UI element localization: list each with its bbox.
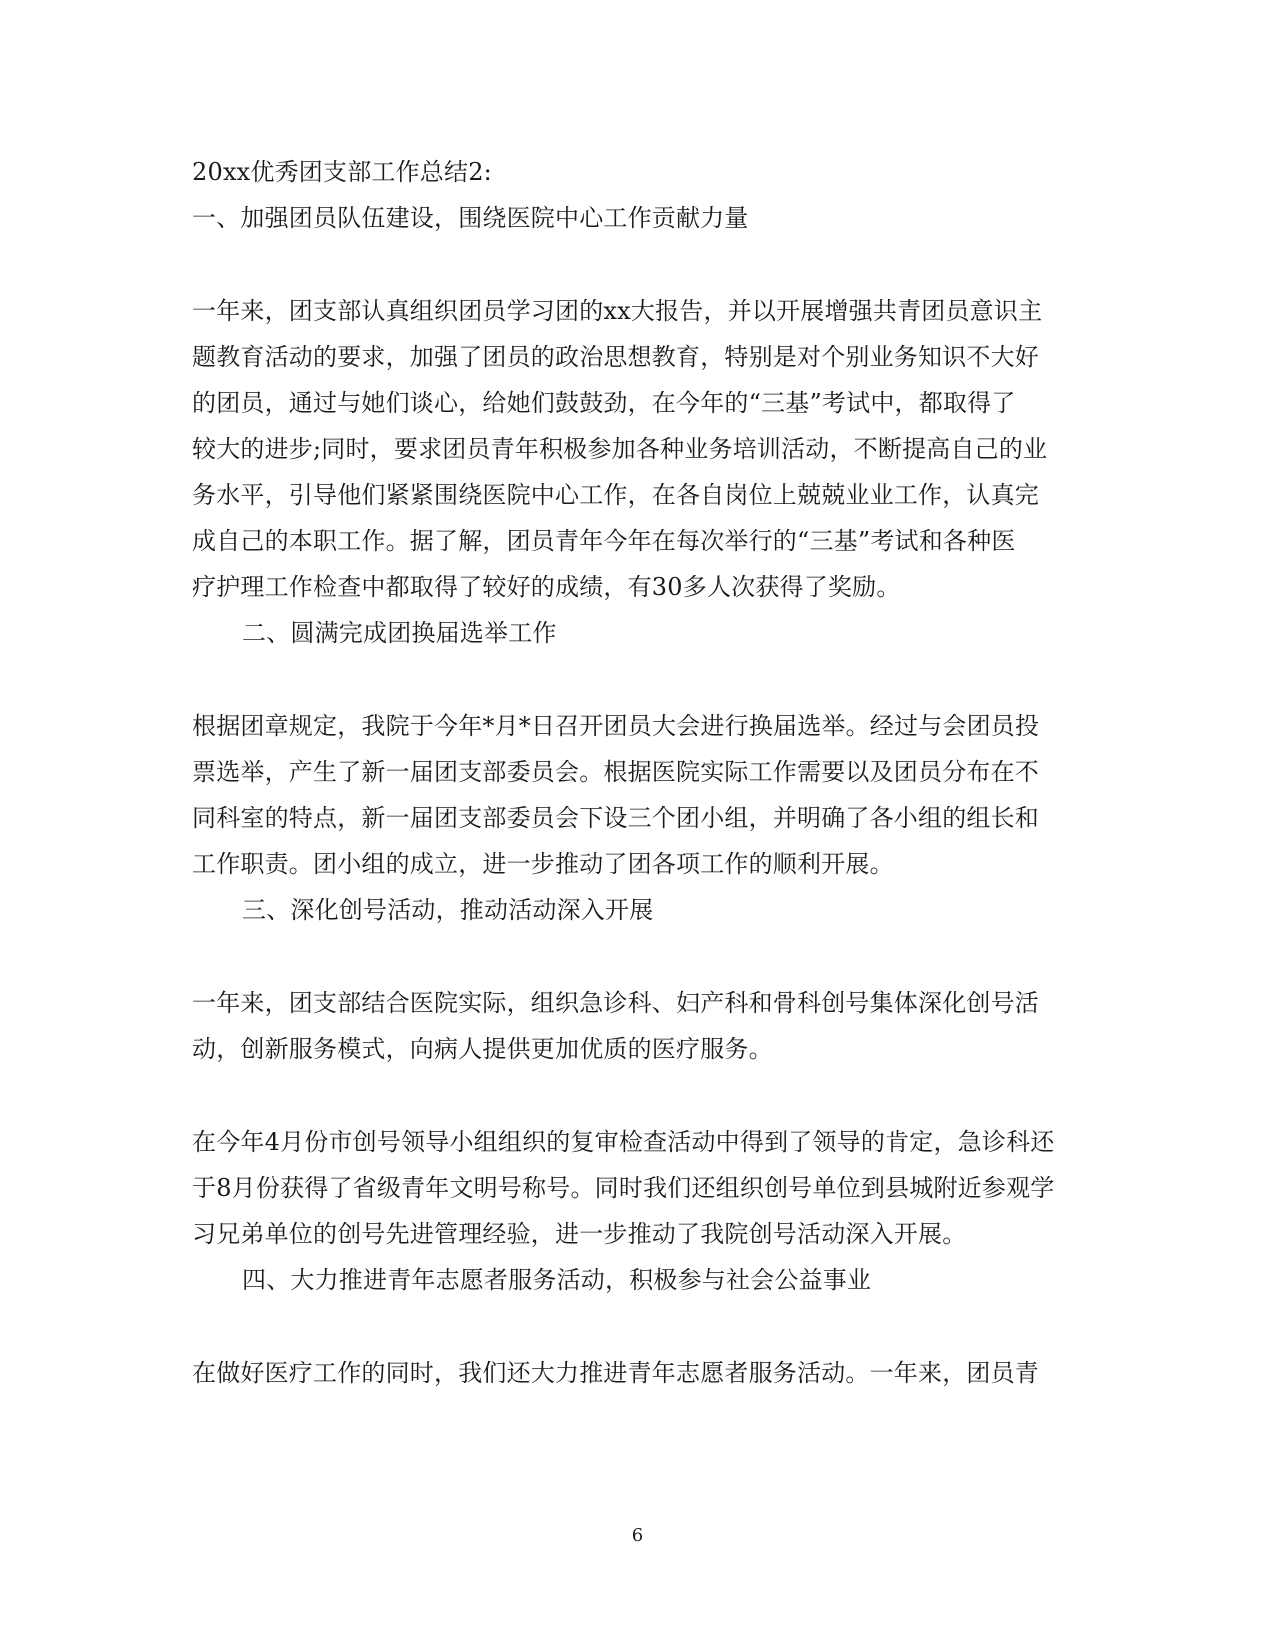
paragraph-5-line-1: 在做好医疗工作的同时，我们还大力推进青年志愿者服务活动。一年来，团员青 <box>192 1359 1039 1387</box>
paragraph-1-line-2: 题教育活动的要求，加强了团员的政治思想教育，特别是对个别业务知识不大好 <box>192 343 1039 371</box>
section-heading-2: 二、圆满完成团换届选举工作 <box>242 619 557 647</box>
paragraph-1-line-5: 务水平，引导他们紧紧围绕医院中心工作，在各自岗位上兢兢业业工作，认真完 <box>192 481 1039 509</box>
paragraph-1-line-6: 成自己的本职工作。据了解，团员青年今年在每次举行的“三基”考试和各种医 <box>192 527 1016 555</box>
paragraph-1-line-4: 较大的进步;同时，要求团员青年积极参加各种业务培训活动，不断提高自己的业 <box>192 435 1048 463</box>
paragraph-2-line-3: 同科室的特点，新一届团支部委员会下设三个团小组，并明确了各小组的组长和 <box>192 804 1039 832</box>
paragraph-1-line-7: 疗护理工作检查中都取得了较好的成绩，有30多人次获得了奖励。 <box>192 573 901 601</box>
document-title: 20xx优秀团支部工作总结2: <box>192 158 492 186</box>
paragraph-4-line-2: 于8月份获得了省级青年文明号称号。同时我们还组织创号单位到县城附近参观学 <box>192 1174 1055 1202</box>
paragraph-2-line-2: 票选举，产生了新一届团支部委员会。根据医院实际工作需要以及团员分布在不 <box>192 758 1039 786</box>
paragraph-3-line-2: 动，创新服务模式，向病人提供更加优质的医疗服务。 <box>192 1035 773 1063</box>
paragraph-4-line-3: 习兄弟单位的创号先进管理经验，进一步推动了我院创号活动深入开展。 <box>192 1220 967 1248</box>
paragraph-4-line-1: 在今年4月份市创号领导小组组织的复审检查活动中得到了领导的肯定，急诊科还 <box>192 1128 1055 1156</box>
paragraph-3-line-1: 一年来，团支部结合医院实际，组织急诊科、妇产科和骨科创号集体深化创号活 <box>192 989 1039 1017</box>
page-number: 6 <box>631 1525 644 1546</box>
section-heading-4: 四、大力推进青年志愿者服务活动，积极参与社会公益事业 <box>242 1266 872 1294</box>
paragraph-2-line-1: 根据团章规定，我院于今年*月*日召开团员大会进行换届选举。经过与会团员投 <box>192 712 1040 740</box>
paragraph-2-line-4: 工作职责。团小组的成立，进一步推动了团各项工作的顺利开展。 <box>192 850 894 878</box>
section-heading-1: 一、加强团员队伍建设，围绕医院中心工作贡献力量 <box>192 204 749 232</box>
paragraph-1-line-1: 一年来，团支部认真组织团员学习团的xx大报告，并以开展增强共青团员意识主 <box>192 297 1043 325</box>
section-heading-3: 三、深化创号活动，推动活动深入开展 <box>242 896 654 924</box>
paragraph-1-line-3: 的团员，通过与她们谈心，给她们鼓鼓劲，在今年的“三基”考试中，都取得了 <box>192 389 1016 417</box>
